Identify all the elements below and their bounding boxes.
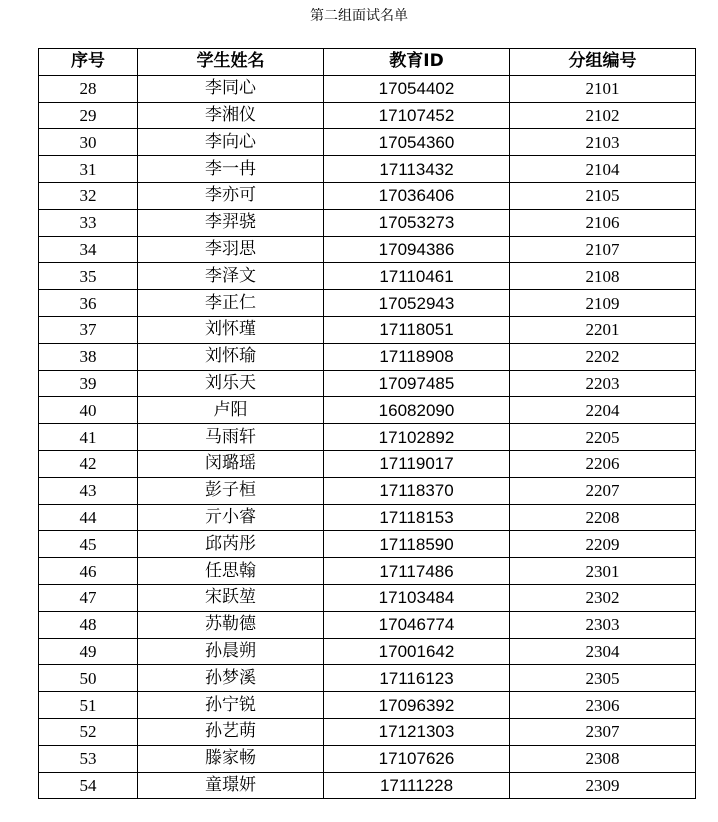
cell-student-name: 闵璐瑶 xyxy=(138,450,324,477)
cell-edu-id: 17118051 xyxy=(324,316,510,343)
cell-student-name: 卢阳 xyxy=(138,397,324,424)
cell-edu-id: 17121303 xyxy=(324,718,510,745)
cell-student-name: 亓小睿 xyxy=(138,504,324,531)
cell-group-no: 2107 xyxy=(510,236,696,263)
cell-seq: 53 xyxy=(39,745,138,772)
table-row xyxy=(39,692,696,719)
cell-seq: 40 xyxy=(39,397,138,424)
cell-group-no: 2103 xyxy=(510,129,696,156)
table-row xyxy=(39,75,696,102)
cell-seq: 35 xyxy=(39,263,138,290)
cell-seq: 42 xyxy=(39,450,138,477)
cell-edu-id: 17107452 xyxy=(324,102,510,129)
cell-group-no: 2206 xyxy=(510,450,696,477)
cell-student-name: 刘乐天 xyxy=(138,370,324,397)
table-row xyxy=(39,665,696,692)
cell-group-no: 2308 xyxy=(510,745,696,772)
interview-roster-table xyxy=(38,48,696,799)
cell-seq: 44 xyxy=(39,504,138,531)
table-row xyxy=(39,584,696,611)
cell-edu-id: 17046774 xyxy=(324,611,510,638)
cell-group-no: 2203 xyxy=(510,370,696,397)
cell-group-no: 2208 xyxy=(510,504,696,531)
cell-student-name: 孙梦溪 xyxy=(138,665,324,692)
cell-group-no: 2302 xyxy=(510,584,696,611)
table-row xyxy=(39,772,696,799)
cell-seq: 50 xyxy=(39,665,138,692)
cell-seq: 48 xyxy=(39,611,138,638)
cell-group-no: 2301 xyxy=(510,558,696,585)
cell-student-name: 宋跃堃 xyxy=(138,584,324,611)
cell-seq: 34 xyxy=(39,236,138,263)
table-row xyxy=(39,156,696,183)
cell-edu-id: 17054402 xyxy=(324,75,510,102)
cell-student-name: 李亦可 xyxy=(138,182,324,209)
cell-student-name: 马雨轩 xyxy=(138,424,324,451)
cell-group-no: 2106 xyxy=(510,209,696,236)
cell-edu-id: 17096392 xyxy=(324,692,510,719)
table-row xyxy=(39,477,696,504)
table-row xyxy=(39,745,696,772)
cell-edu-id: 17113432 xyxy=(324,156,510,183)
table-row xyxy=(39,263,696,290)
cell-group-no: 2202 xyxy=(510,343,696,370)
cell-edu-id: 17107626 xyxy=(324,745,510,772)
cell-seq: 51 xyxy=(39,692,138,719)
cell-edu-id: 17103484 xyxy=(324,584,510,611)
table-row xyxy=(39,638,696,665)
table-row xyxy=(39,558,696,585)
cell-edu-id: 17117486 xyxy=(324,558,510,585)
table-row xyxy=(39,290,696,317)
cell-seq: 31 xyxy=(39,156,138,183)
cell-group-no: 2102 xyxy=(510,102,696,129)
cell-seq: 54 xyxy=(39,772,138,799)
header-edu-id: 教育ID xyxy=(324,49,510,76)
cell-seq: 52 xyxy=(39,718,138,745)
table-row xyxy=(39,209,696,236)
cell-edu-id: 17111228 xyxy=(324,772,510,799)
cell-student-name: 孙宁锐 xyxy=(138,692,324,719)
cell-student-name: 滕家畅 xyxy=(138,745,324,772)
cell-student-name: 李向心 xyxy=(138,129,324,156)
table-row xyxy=(39,424,696,451)
cell-edu-id: 17102892 xyxy=(324,424,510,451)
table-row xyxy=(39,531,696,558)
header-student-name: 学生姓名 xyxy=(138,49,324,76)
cell-seq: 41 xyxy=(39,424,138,451)
cell-student-name: 李羽思 xyxy=(138,236,324,263)
cell-edu-id: 17094386 xyxy=(324,236,510,263)
cell-edu-id: 17001642 xyxy=(324,638,510,665)
cell-student-name: 李湘仪 xyxy=(138,102,324,129)
cell-student-name: 李一冉 xyxy=(138,156,324,183)
cell-student-name: 刘怀瑾 xyxy=(138,316,324,343)
table-row xyxy=(39,718,696,745)
table-row xyxy=(39,102,696,129)
cell-seq: 37 xyxy=(39,316,138,343)
cell-student-name: 任思翰 xyxy=(138,558,324,585)
cell-edu-id: 17054360 xyxy=(324,129,510,156)
cell-group-no: 2309 xyxy=(510,772,696,799)
cell-seq: 32 xyxy=(39,182,138,209)
cell-edu-id: 17118590 xyxy=(324,531,510,558)
cell-student-name: 孙晨朔 xyxy=(138,638,324,665)
cell-student-name: 童璟妍 xyxy=(138,772,324,799)
cell-group-no: 2108 xyxy=(510,263,696,290)
cell-group-no: 2207 xyxy=(510,477,696,504)
cell-student-name: 李泽文 xyxy=(138,263,324,290)
table-row xyxy=(39,182,696,209)
header-seq: 序号 xyxy=(39,49,138,76)
table-row xyxy=(39,370,696,397)
table-body xyxy=(39,75,696,799)
header-group-no: 分组编号 xyxy=(510,49,696,76)
cell-seq: 47 xyxy=(39,584,138,611)
cell-student-name: 李同心 xyxy=(138,75,324,102)
cell-group-no: 2304 xyxy=(510,638,696,665)
cell-seq: 49 xyxy=(39,638,138,665)
cell-seq: 33 xyxy=(39,209,138,236)
cell-student-name: 邱芮彤 xyxy=(138,531,324,558)
cell-group-no: 2109 xyxy=(510,290,696,317)
cell-group-no: 2307 xyxy=(510,718,696,745)
cell-seq: 38 xyxy=(39,343,138,370)
cell-student-name: 苏勒德 xyxy=(138,611,324,638)
document-title: 第二组面试名单 xyxy=(310,8,408,24)
table-row xyxy=(39,611,696,638)
cell-group-no: 2306 xyxy=(510,692,696,719)
table-header-row xyxy=(39,49,696,76)
table-row xyxy=(39,397,696,424)
cell-group-no: 2209 xyxy=(510,531,696,558)
cell-seq: 29 xyxy=(39,102,138,129)
cell-edu-id: 17116123 xyxy=(324,665,510,692)
cell-edu-id: 17118908 xyxy=(324,343,510,370)
cell-seq: 46 xyxy=(39,558,138,585)
cell-seq: 39 xyxy=(39,370,138,397)
cell-group-no: 2205 xyxy=(510,424,696,451)
table-row xyxy=(39,504,696,531)
table-row xyxy=(39,343,696,370)
table-row xyxy=(39,316,696,343)
cell-edu-id: 17118153 xyxy=(324,504,510,531)
cell-edu-id: 17053273 xyxy=(324,209,510,236)
cell-seq: 36 xyxy=(39,290,138,317)
cell-student-name: 刘怀瑜 xyxy=(138,343,324,370)
cell-edu-id: 17110461 xyxy=(324,263,510,290)
cell-group-no: 2303 xyxy=(510,611,696,638)
cell-edu-id: 17036406 xyxy=(324,182,510,209)
cell-student-name: 李正仁 xyxy=(138,290,324,317)
cell-student-name: 孙艺萌 xyxy=(138,718,324,745)
cell-group-no: 2105 xyxy=(510,182,696,209)
cell-group-no: 2104 xyxy=(510,156,696,183)
cell-seq: 43 xyxy=(39,477,138,504)
cell-edu-id: 17097485 xyxy=(324,370,510,397)
table-row xyxy=(39,450,696,477)
cell-seq: 45 xyxy=(39,531,138,558)
cell-seq: 30 xyxy=(39,129,138,156)
cell-student-name: 李羿骁 xyxy=(138,209,324,236)
cell-student-name: 彭子桓 xyxy=(138,477,324,504)
table-row xyxy=(39,236,696,263)
cell-edu-id: 17119017 xyxy=(324,450,510,477)
cell-group-no: 2204 xyxy=(510,397,696,424)
cell-group-no: 2201 xyxy=(510,316,696,343)
cell-seq: 28 xyxy=(39,75,138,102)
cell-group-no: 2101 xyxy=(510,75,696,102)
cell-edu-id: 17118370 xyxy=(324,477,510,504)
table-row xyxy=(39,129,696,156)
cell-group-no: 2305 xyxy=(510,665,696,692)
cell-edu-id: 16082090 xyxy=(324,397,510,424)
cell-edu-id: 17052943 xyxy=(324,290,510,317)
